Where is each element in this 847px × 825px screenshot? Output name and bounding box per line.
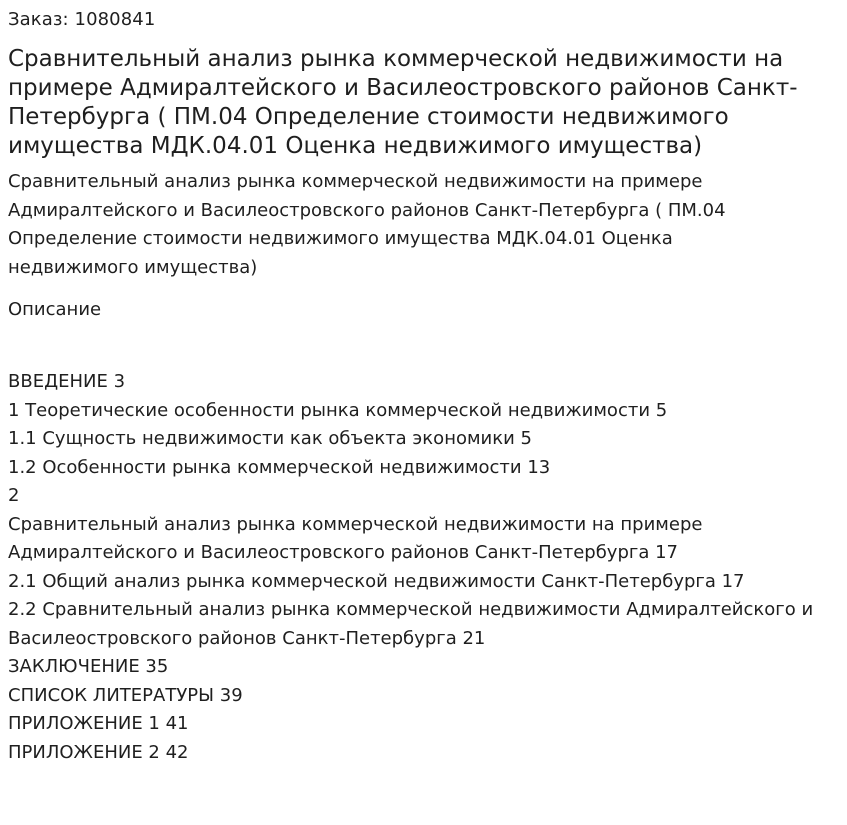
page-subtitle: Сравнительный анализ рынка коммерческой недвижимости на примере Адмиралтейского и Василеостровского районов Санкт-Петербурга ( ПМ.04 Определение стоимости недвижимого имущества МДК.04.01 Оценка недвижимого имущества) <box>8 171 726 278</box>
toc-item: 2.2 Сравнительный анализ рынка коммерческой недвижимости Адмиралтейского и Василеостровского районов Санкт-Петербурга 21 <box>8 599 814 649</box>
page-title: Сравнительный анализ рынка коммерческой недвижимости на примере Адмиралтейского и Василеостровского районов Санкт-Петербурга ( ПМ.04 Определение стоимости недвижимого имущества МДК.04.01 Оценка недвижимого имущества) <box>8 46 798 159</box>
toc-item: 1.2 Особенности рынка коммерческой недвижимости 13 <box>8 456 551 478</box>
toc-item: 2.1 Общий анализ рынка коммерческой недвижимости Санкт-Петербурга 17 <box>8 570 745 592</box>
toc-item: ЗАКЛЮЧЕНИЕ 35 <box>8 656 169 677</box>
table-of-contents <box>8 368 844 767</box>
toc-item: СПИСОК ЛИТЕРАТУРЫ 39 <box>8 684 243 706</box>
description-heading: Описание <box>8 299 102 320</box>
toc-item: ПРИЛОЖЕНИЕ 2 42 <box>8 741 189 763</box>
toc-item: 1 Теоретические особенности рынка коммерческой недвижимости 5 <box>8 399 668 421</box>
toc-item: 1.1 Сущность недвижимости как объекта экономики 5 <box>8 428 532 449</box>
toc-item: ВВЕДЕНИЕ 3 <box>8 371 126 392</box>
toc-item: Сравнительный анализ рынка коммерческой недвижимости на примере Адмиралтейского и Василеостровского районов Санкт-Петербурга 17 <box>8 513 703 563</box>
toc-item: ПРИЛОЖЕНИЕ 1 41 <box>8 713 189 734</box>
toc-item: 2 <box>8 485 20 506</box>
order-number: Заказ: 1080841 <box>8 9 156 30</box>
